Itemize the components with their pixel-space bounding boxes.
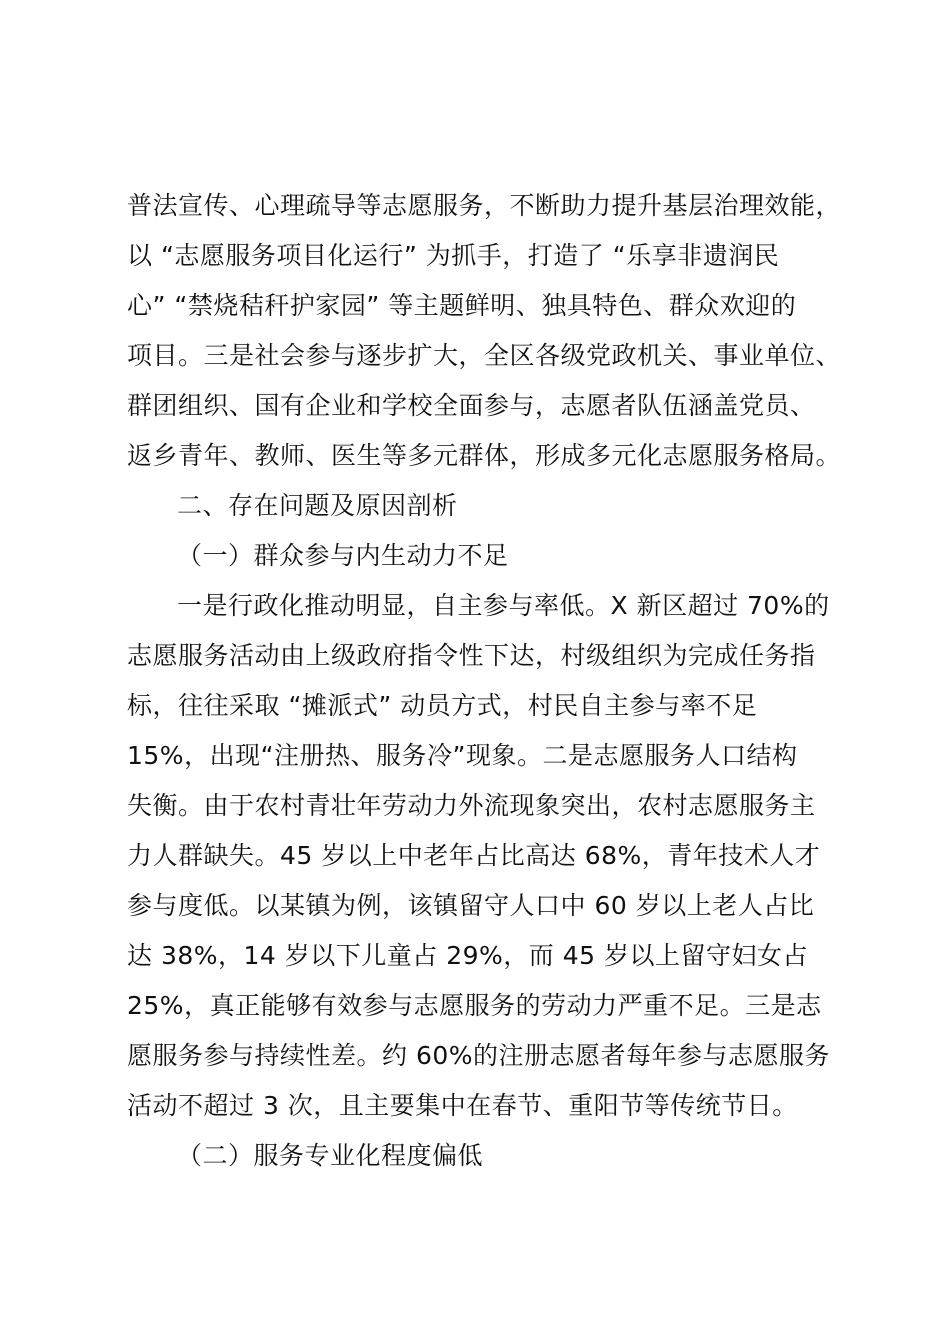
paragraph-line: 参与度低。以某镇为例，该镇留守人口中 60 岁以上老人占比	[127, 891, 815, 920]
paragraph-line: 失衡。由于农村青壮年劳动力外流现象突出，农村志愿服务主	[127, 791, 816, 820]
paragraph-line: 活动不超过 3 次，且主要集中在春节、重阳节等传统节日。	[127, 1091, 798, 1120]
subsection-heading: （一）群众参与内生动力不足	[177, 541, 509, 570]
paragraph-line: 返乡青年、教师、医生等多元群体，形成多元化志愿服务格局。	[127, 441, 842, 470]
paragraph-line: 15%，出现“注册热、服务冷”现象。二是志愿服务人口结构	[127, 741, 798, 770]
section-heading: 二、存在问题及原因剖析	[177, 491, 458, 520]
paragraph-line: 力人群缺失。45 岁以上中老年占比高达 68%，青年技术人才	[127, 841, 821, 870]
paragraph-line: 25%，真正能够有效参与志愿服务的劳动力严重不足。三是志	[127, 991, 822, 1020]
paragraph-line: 标，往往采取 “摊派式” 动员方式，村民自主参与率不足	[127, 691, 758, 720]
paragraph-line: 愿服务参与持续性差。约 60%的注册志愿者每年参与志愿服务	[127, 1041, 831, 1070]
paragraph-line: 普法宣传、心理疏导等志愿服务，不断助力提升基层治理效能，	[127, 191, 842, 220]
paragraph-line: 项目。三是社会参与逐步扩大，全区各级党政机关、事业单位、	[127, 341, 842, 370]
paragraph-line: 群团组织、国有企业和学校全面参与，志愿者队伍涵盖党员、	[127, 391, 816, 420]
subsection-heading: （二）服务专业化程度偏低	[177, 1141, 484, 1170]
paragraph-line: 一是行政化推动明显，自主参与率低。X 新区超过 70%的	[177, 591, 830, 620]
paragraph-line: 志愿服务活动由上级政府指令性下达，村级组织为完成任务指	[127, 641, 816, 670]
paragraph-line: 达 38%，14 岁以下儿童占 29%，而 45 岁以上留守妇女占	[127, 941, 808, 970]
paragraph-line: 以 “志愿服务项目化运行” 为抓手，打造了 “乐享非遗润民	[127, 241, 780, 270]
paragraph-line: 心” “禁烧秸秆护家园” 等主题鲜明、独具特色、群众欢迎的	[127, 291, 797, 320]
